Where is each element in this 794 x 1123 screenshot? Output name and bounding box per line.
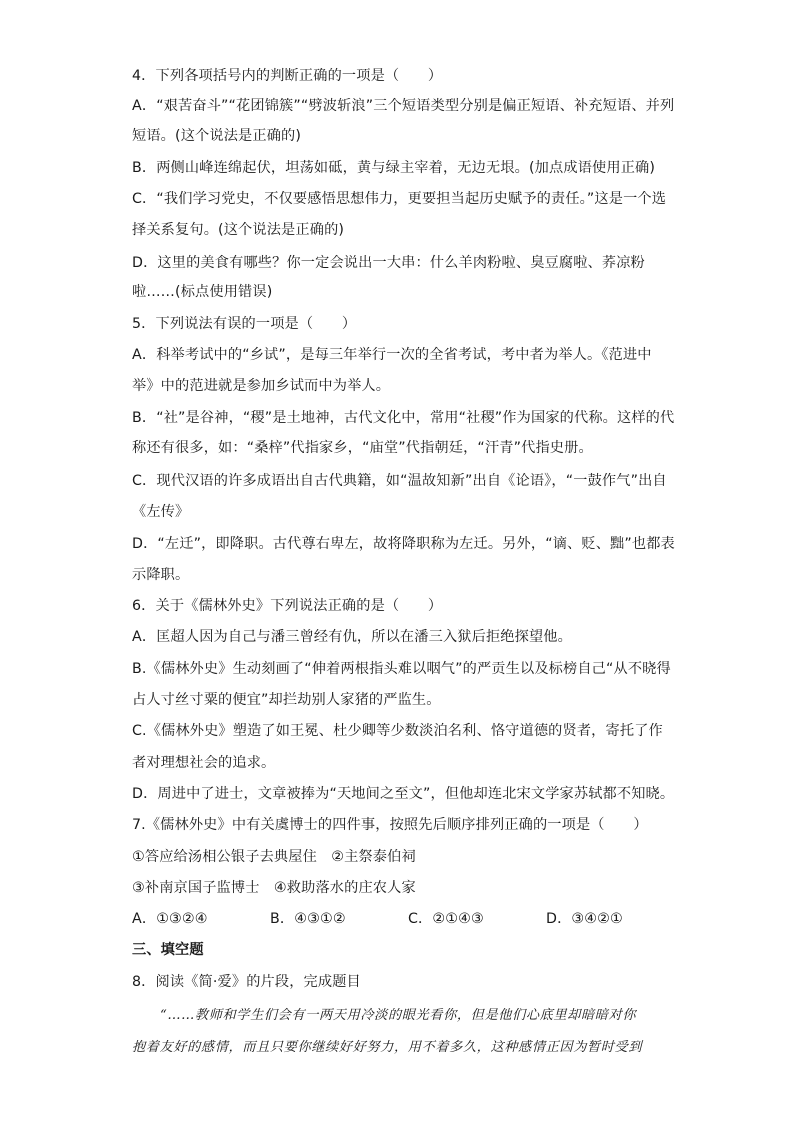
question-4-option-a-cont: 短语。(这个说法是正确的): [132, 128, 302, 144]
question-4-option-b: B．两侧山峰连绵起伏，坦荡如砥，黄与绿主宰着，无边无垠。(加点成语使用正确): [132, 160, 656, 176]
question-7-items-3-4: ③补南京国子监博士 ④救助落水的庄农人家: [132, 880, 416, 896]
question-5-stem: 5．下列说法有误的一项是（ ）: [132, 316, 357, 332]
question-4-option-d: D．这里的美食有哪些？你一定会说出一大串：什么羊肉粉啦、臭豆腐啦、荞凉粉: [132, 255, 645, 271]
question-5-option-a: A．科举考试中的“乡试”，是每三年举行一次的全省考试，考中者为举人。《范进中: [132, 347, 652, 363]
question-6-option-c-cont: 者对理想社会的追求。: [132, 755, 276, 771]
question-4-option-d-cont: 啦……(标点使用错误): [132, 284, 273, 300]
question-5-option-c: C．现代汉语的许多成语出自古代典籍，如“温故知新”出自《论语》，“一鼓作气”出自: [132, 473, 667, 489]
question-5-option-d-cont: 示降职。: [132, 567, 190, 583]
question-7-choice-b: B．④③①②: [270, 911, 346, 927]
question-5-option-c-cont: 《左传》: [132, 504, 190, 520]
question-6-stem: 6．关于《儒林外史》下列说法正确的是（ ）: [132, 598, 443, 614]
question-7-choices: [132, 909, 672, 929]
question-8-stem: 8．阅读《简·爱》的片段，完成题目: [132, 974, 361, 990]
question-7-stem: 7.《儒林外史》中有关虞博士的四件事，按照先后顺序排列正确的一项是（ ）: [132, 817, 648, 833]
question-6-option-a: A．匡超人因为自己与潘三曾经有仇，所以在潘三入狱后拒绝探望他。: [132, 629, 572, 645]
question-7-choice-d: D．③④②①: [546, 911, 623, 927]
question-6-option-b: B.《儒林外史》生动刻画了“伸着两根指头难以咽气”的严贡生以及标榜自己“从不晓得: [132, 661, 671, 677]
question-5-option-a-cont: 举》中的范进就是参加乡试而中为举人。: [132, 378, 391, 394]
question-5-option-b-cont: 称还有很多，如：“桑梓”代指家乡，“庙堂”代指朝廷，“汗青”代指史册。: [132, 440, 593, 456]
passage-line-2: 抱着友好的感情，而且只要你继续好好努力，用不着多久，这种感情正因为暂时受到: [132, 1040, 643, 1055]
question-6-option-c: C.《儒林外史》塑造了如王冕、杜少卿等少数淡泊名利、恪守道德的贤者，寄托了作: [132, 723, 663, 739]
question-7-choice-c: C．②①④③: [408, 911, 484, 927]
section-heading-fill-in: 三、填空题: [132, 942, 204, 958]
question-7-choice-a: A．①③②④: [132, 911, 208, 927]
question-6-option-b-cont: 占人寸丝寸粟的便宜”却拦劫别人家猪的严监生。: [132, 692, 441, 708]
question-7-items-1-2: ①答应给汤相公银子去典屋住 ②主祭泰伯祠: [132, 849, 416, 865]
question-5-option-d: D．“左迁”，即降职。古代尊右卑左，故将降职称为左迁。另外，“谪、贬、黜”也都表: [132, 536, 675, 552]
question-4-stem: 4．下列各项括号内的判断正确的一项是（ ）: [132, 68, 443, 84]
question-6-option-d: D．周进中了进士，文章被捧为“天地间之至文”，但他却连北宋文学家苏轼都不知晓。: [132, 786, 675, 802]
question-4-option-a: A．“艰苦奋斗”“花团锦簇”“劈波斩浪”三个短语类型分别是偏正短语、补充短语、并列: [132, 98, 675, 114]
question-5-option-b: B．“社”是谷神，“稷”是土地神，古代文化中，常用“社稷”作为国家的代称。这样的代: [132, 410, 675, 426]
passage-line-1: “……教师和学生们会有一两天用冷淡的眼光看你，但是他们心底里却暗暗对你: [160, 1008, 637, 1023]
question-4-option-c: C．“我们学习党史，不仅要感悟思想伟力，更要担当起历史赋予的责任。”这是一个选: [132, 191, 667, 207]
question-4-option-c-cont: 择关系复句。(这个说法是正确的): [132, 222, 345, 238]
